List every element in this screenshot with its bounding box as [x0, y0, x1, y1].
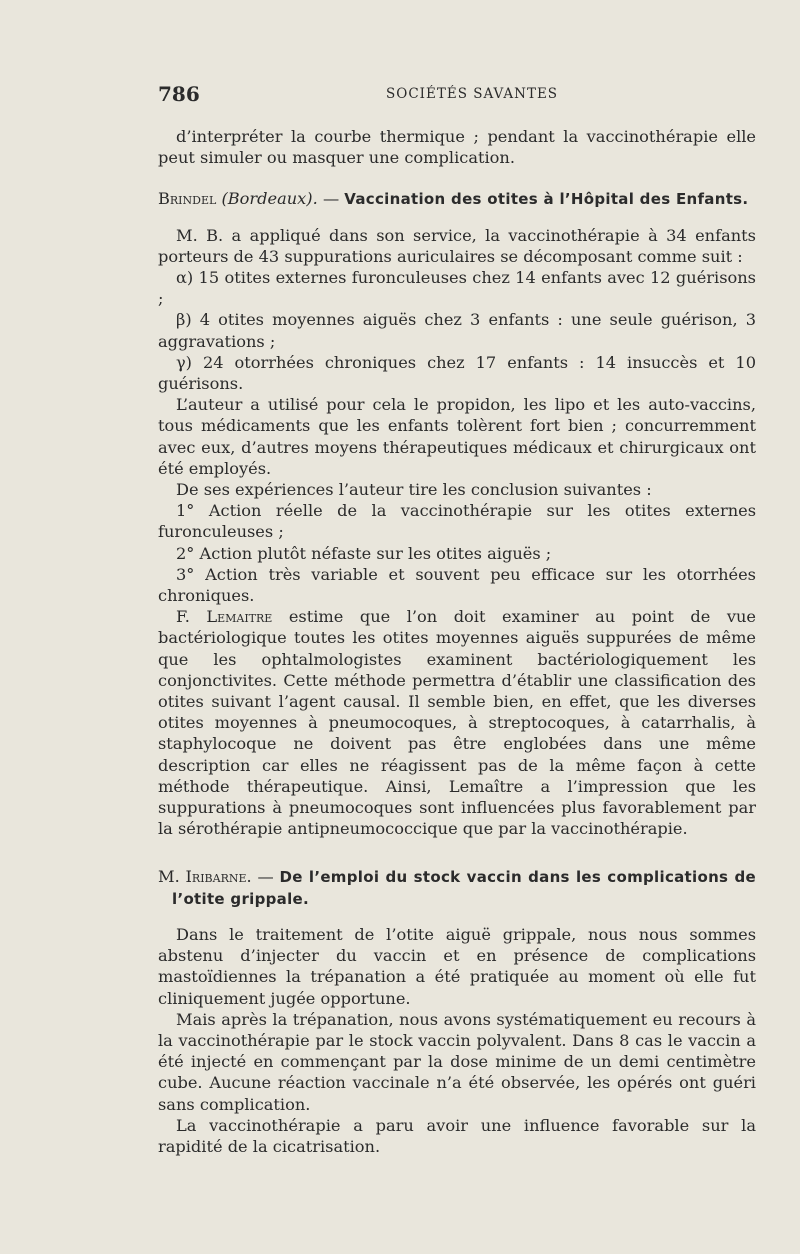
paragraph: Dans le traitement de l’otite aiguë grippale, nous nous sommes abstenu d’injecter du vaccin et en présence de complications mastoïdiennes la trépanation a été pratiquée au moment où elle fut cliniquement jugée opportune. — [158, 924, 756, 1008]
running-head: SOCIÉTÉS SAVANTES — [386, 86, 559, 102]
conclusion-item-3: 3° Action très variable et souvent peu efficace sur les otorrhées chroniques. — [158, 564, 756, 606]
heading-dash: — — [322, 189, 340, 209]
heading-dash: — — [257, 866, 274, 886]
page-number: 786 — [158, 82, 200, 106]
author-name: F. Lemaitre — [176, 607, 273, 627]
article-body — [158, 126, 756, 1157]
paragraph: M. B. a appliqué dans son service, la vaccinothérapie à 34 enfants porteurs de 43 suppurations auriculaires se décomposant comme suit : — [158, 225, 756, 266]
section-heading-brindel — [158, 188, 756, 210]
section-title: Vaccination des otites à l’Hôpital des Enfants. — [344, 190, 749, 209]
paragraph: De ses expériences l’auteur tire les conclusion suivantes : — [176, 480, 652, 500]
list-item-alpha: α) 15 otites externes furonculeuses chez 14 enfants avec 12 guérisons ; — [158, 268, 756, 309]
conclusion-item-1: 1° Action réelle de la vaccinothérapie sur les otites externes furonculeuses ; — [158, 501, 756, 542]
paragraph-lemaitre — [158, 606, 756, 839]
author-name: Brindel — [158, 189, 217, 209]
paragraph: La vaccinothérapie a paru avoir une influence favorable sur la rapidité de la cicatrisation. — [158, 1115, 756, 1156]
list-item-gamma: γ) 24 otorrhées chroniques chez 17 enfants : 14 insuccès et 10 guérisons. — [158, 352, 756, 394]
list-item-beta: β) 4 otites moyennes aiguës chez 3 enfants : une seule guérison, 3 aggravations ; — [158, 310, 756, 351]
section-heading-iribarne — [158, 866, 756, 910]
paragraph: Mais après la trépanation, nous avons systématiquement eu recours à la vaccinothérapie par le stock vaccin polyvalent. Dans 8 cas le vaccin a été injecté en commençant par la dose minime de un demi centimètre cube. Aucune réaction vaccinale n’a été observée, les opérés ont guéri sans complication. — [158, 1009, 756, 1114]
author-city: (Bordeaux). — [221, 189, 318, 209]
section-title: De l’emploi du stock vaccin dans les complications de l’otite grippale. — [172, 867, 756, 908]
intro-paragraph: d’interpréter la courbe thermique ; pendant la vaccinothérapie elle peut simuler ou masquer une complication. — [158, 127, 756, 168]
paragraph: L’auteur a utilisé pour cela le propidon, les lipo et les auto-vaccins, tous médicaments que les enfants tolèrent fort bien ; concurremment avec eux, d’autres moyens thérapeutiques médicaux et chirurgicaux ont été employés. — [158, 395, 756, 478]
author-name: M. Iribarne. — [158, 866, 252, 886]
page-header — [158, 82, 756, 112]
paragraph-text: estime que l’on doit examiner au point de vue bactériologique toutes les otites moyennes aiguës suppurées de même que les ophtalmologistes examinent bactériologiquement les conjonctivites. Cette méthode permettra d’établir une classification des otites suivant l’agent causal. Il semble bien, en effet, que les diverses otites moyennes à pneumocoques, à streptocoques, à catarrhalis, à staphylocoque ne doivent pas être englobées dans une même description car elles ne réagissent pas de la même façon à cette méthode thérapeutique. Ainsi, Lemaître a l’impression que les suppurations à pneumocoques sont influencées plus favorablement par la sérothérapie antipneumococcique que par la vaccinothérapie. — [158, 607, 756, 839]
conclusion-item-2: 2° Action plutôt néfaste sur les otites aiguës ; — [176, 543, 552, 563]
